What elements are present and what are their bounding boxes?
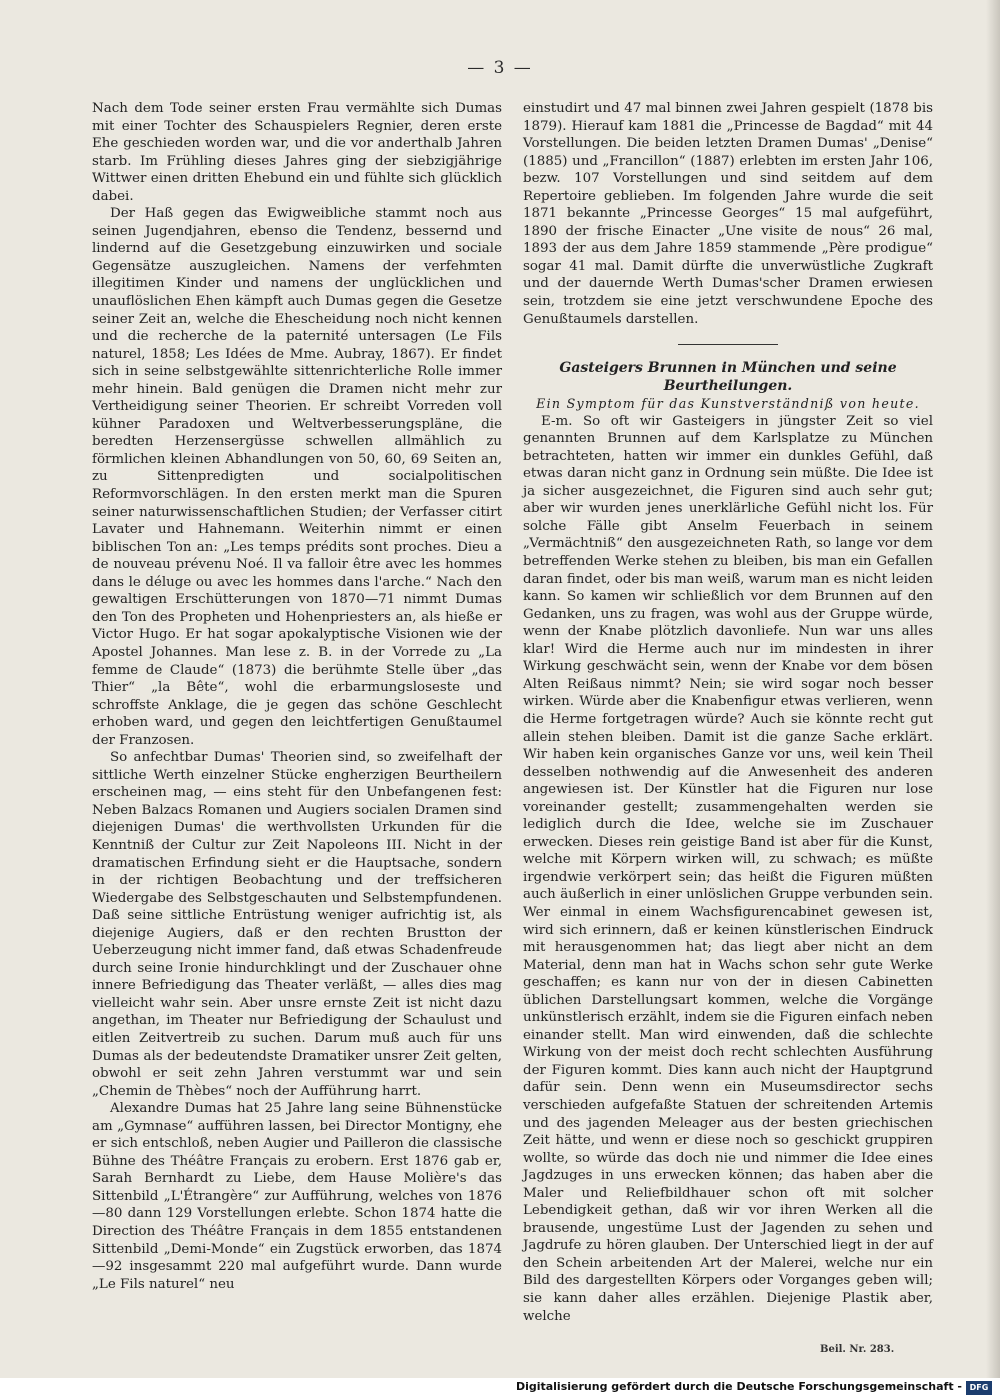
paragraph: Alexandre Dumas hat 25 Jahre lang seine Bühnenstücke am „Gymnase“ aufführen lassen, bei Director Montigny, ehe er sich entschloß, neben Augier und Pailleron die classische Bühne des Théâtre Français zu erobern. Erst 1876 gab er, Sarah Bernhardt zu Liebe, dem Hause Molière's das Sittenbild „L'Étrangère“ zur Aufführung, welches von 1876—80 dann 129 Vorstellungen erlebte. Schon 1874 hatte die Direction des Théâtre Français in dem 1855 entstandenen Sittenbild „Demi-Monde“ ein Zugstück erworben, das 1874—92 insgesammt 220 mal aufgeführt wurde. Dann wurde „Le Fils naturel“ neu bbox=[92, 1101, 502, 1292]
paragraph: So anfechtbar Dumas' Theorien sind, so zweifelhaft der sittliche Werth einzelner Stücke engherzigen Beurtheilern erscheinen mag, — eins steht für den Unbefangenen fest: Neben Balzacs Romanen und Augiers socialen Dramen sind diejenigen Dumas' die werthvollsten Urkunden für die Kenntniß der Cultur zur Zeit Napoleons III. Nicht in der dramatischen Erfindung sieht er die Hauptsache, sondern in der richtigen Beobachtung und der treffsicheren Wiedergabe des Selbstgeschauten und Selbstempfundenen. Daß seine sittliche Entrüstung weniger aufrichtig ist, als diejenige Augiers, daß er den rechten Brustton der Ueberzeugung nicht immer fand, daß etwas Schadenfreude durch seine Ironie hindurchklingt und der Zuschauer ohne innere Befriedigung das Theater verläßt, — alles dies mag vielleicht wahr sein. Aber unsre ernste Zeit ist nicht dazu angethan, im Theater nur Befriedigung der Schaulust und eitlen Zeitvertreib zu suchen. Darum muß auch für uns Dumas als der bedeutendste Dramatiker unsrer Zeit gelten, obwohl er seit zehn Jahren verstummt war und sein „Chemin de Thèbes“ noch der Aufführung harrt. bbox=[92, 750, 502, 1099]
supplement-number: Beil. Nr. 283. bbox=[820, 1344, 895, 1355]
footer-bar bbox=[0, 1378, 1000, 1398]
article-title: Gasteigers Brunnen in München und seine Beurtheilungen. bbox=[559, 360, 897, 395]
dfg-logo-icon: DFG bbox=[966, 1381, 992, 1395]
funding-notice: Digitalisierung gefördert durch die Deutsche Forschungsgemeinschaft - bbox=[515, 1380, 962, 1393]
left-column bbox=[92, 100, 502, 1293]
page-number: — 3 — bbox=[467, 58, 533, 78]
article-body: E-m. So oft wir Gasteigers in jüngster Zeit so viel genannten Brunnen auf dem Karlsplatze zu München betrachteten, hatten wir immer ein dunkles Gefühl, daß etwas daran nicht ganz in Ordnung sein müßte. Die Idee ist ja sicher ausgezeichnet, die Figuren sind auch sehr gut; aber wir wurden jenes unerklärliche Gefühl nicht los. Für solche Fälle gibt Anselm Feuerbach in seinem „Vermächtniß“ den ausgezeichneten Rath, so lange vor dem betreffenden Werke stehen zu bleiben, bis man ein Gefallen daran findet, oder bis man weiß, warum man es nicht leiden kann. So kamen wir schließlich vor dem Brunnen auf den Gedanken, uns zu fragen, was wohl aus der Gruppe würde, wenn der Knabe plötzlich davonliefe. Nun war uns alles klar! Wird die Herme auch nur im mindesten in ihrer Wirkung geschwächt sein, wenn der Knabe vor dem bösen Alten Reißaus nimmt? Nein; sie wird sogar noch besser wirken. Würde aber die Knabenfigur etwas verlieren, wenn die Herme fortgetragen würde? Auch sie könnte recht gut allein stehen bleiben. Damit ist die ganze Sache erklärt. Wir haben kein organisches Ganze vor uns, weil kein Theil desselben nothwendig auf die Anwesenheit des anderen angewiesen ist. Der Künstler hat die Figuren nur lose voreinander gestellt; zusammengehalten werden sie lediglich durch die Idee, welche sie im Zuschauer erwecken. Dieses rein geistige Band ist aber für die Kunst, welche mit Körpern wirken will, zu schwach; es müßte irgendwie verkörpert sein; das heißt die Figuren müßten auch äußerlich in einer unlöslichen Gruppe verbunden sein. Wer einmal in einem Wachsfigurencabinet gewesen ist, wird sich erinnern, daß er keinen künstlerischen Eindruck mit herausgenommen hat; das liegt aber nicht an dem Material, denn man hat in Wachs schon sehr gute Werke geschaffen; es kann nur von der in diesen Cabinetten üblichen Darstellungsart kommen, welche die Vorgänge unkünstlerisch erzählt, indem sie die Figuren einfach neben einander stellt. Man wird einwenden, daß die schlechte Wirkung von der meist doch recht schlechten Ausführung der Figuren kommt. Dies kann auch nicht der Hauptgrund dafür sein. Denn wenn ein Museumsdirector sechs verschieden aufgefaßte Statuen der schreitenden Artemis und des jagenden Meleager aus der besten griechischen Zeit hätte, und wenn er diese noch so geschickt gruppiren wollte, so würde das doch nie und nimmer die Idee eines Jagdzuges in uns erwecken können; das haben aber die Maler und Reliefbildhauer schon oft mit solcher Lebendigkeit gethan, daß wir vor ihren Werken all die brausende, ungestüme Lust der Jagenden zu sehen und Jagdrufe zu hören glauben. Der Unterschied liegt in der auf den Schein arbeitenden Art der Malerei, welche nur ein Bild des dargestellten Körpers oder Vorganges geben will; sie kann daher alles erzählen. Diejenige Plastik aber, welche bbox=[523, 413, 933, 1324]
right-column bbox=[523, 100, 933, 1325]
article-subtitle: Ein Symptom für das Kunstverständniß von heute. bbox=[536, 396, 920, 412]
section-divider bbox=[678, 344, 778, 345]
paragraph-continuation: einstudirt und 47 mal binnen zwei Jahren gespielt (1878 bis 1879). Hierauf kam 1881 die „Princesse de Bagdad“ mit 44 Vorstellungen. Die beiden letzten Dramen Dumas' „Denise“ (1885) und „Francillon“ (1887) erlebten im ersten Jahr 106, bezw. 107 Vorstellungen und sind seitdem auf dem Repertoire geblieben. Im folgenden Jahre wurde die seit 1871 bekannte „Princesse Georges“ 15 mal aufgeführt, 1890 der frische Einacter „Une visite de nous“ 26 mal, 1893 der aus dem Jahre 1859 stammende „Père prodigue“ sogar 41 mal. Damit dürfte die unverwüstliche Zugkraft und der dauernde Werth Dumas'scher Dramen erwiesen sein, trotzdem sie eine jetzt verschwundene Epoche des Genußtaumels darstellen. bbox=[523, 101, 933, 327]
paragraph: Nach dem Tode seiner ersten Frau vermählte sich Dumas mit einer Tochter des Schauspielers Regnier, deren erste Ehe geschieden worden war, und die vor anderthalb Jahren starb. Im Frühling dieses Jahres ging der siebzigjährige Wittwer einen dritten Ehebund ein und fühlte sich glücklich dabei. bbox=[92, 101, 502, 204]
page-edge-shadow bbox=[986, 0, 1000, 1398]
paragraph: Der Haß gegen das Ewigweibliche stammt noch aus seinen Jugendjahren, ebenso die Tendenz, bessernd und lindernd auf die Gesetzgebung einzuwirken und sociale Gegensätze auszugleichen. Namens der verfehmten illegitimen Kinder und namens der unglücklichen und unauflöslichen Ehen kämpft auch Dumas gegen die Gesetze seiner Zeit an, welche die Ehescheidung noch nicht kennen und die recherche de la paternité untersagen (Le Fils naturel, 1858; Les Idées de Mme. Aubray, 1867). Er findet sich in seine selbstgewählte sittenrichterliche Rolle immer mehr hinein. Bald genügen die Dramen nicht mehr zur Vertheidigung seiner Theorien. Er schreibt Vorreden voll kühner Paradoxen und Weltverbesserungspläne, die beredten Herzensergüsse schwellen allmählich zu förmlichen kleinen Abhandlungen von 50, 60, 69 Seiten an, zu Sittenpredigten und socialpolitischen Reformvorschlägen. In den ersten merkt man die Spuren seiner naturwissenschaftlichen Studien; der Verfasser citirt Lavater und Hahnemann. Weiterhin nimmt er einen biblischen Ton an: „Les temps prédits sont proches. Dieu a de nouveau prévenu Noé. Il va falloir être avec les hommes dans le déluge ou avec les hommes dans l'arche.“ Nach den gewaltigen Erschütterungen von 1870—71 nimmt Dumas den Ton des Propheten und Hohenpriesters an, als hieße er Victor Hugo. Er hat sogar apokalyptische Visionen wie der Apostel Johannes. Man lese z. B. in der Vorrede zu „La femme de Claude“ (1873) die berühmte Stelle über „das Thier“ „la Bête“, wohl die erbarmungsloseste und schroffste Anklage, die je gegen das schöne Geschlecht erhoben ward, und gegen den leichtfertigen Genußtaumel der Franzosen. bbox=[92, 206, 502, 748]
